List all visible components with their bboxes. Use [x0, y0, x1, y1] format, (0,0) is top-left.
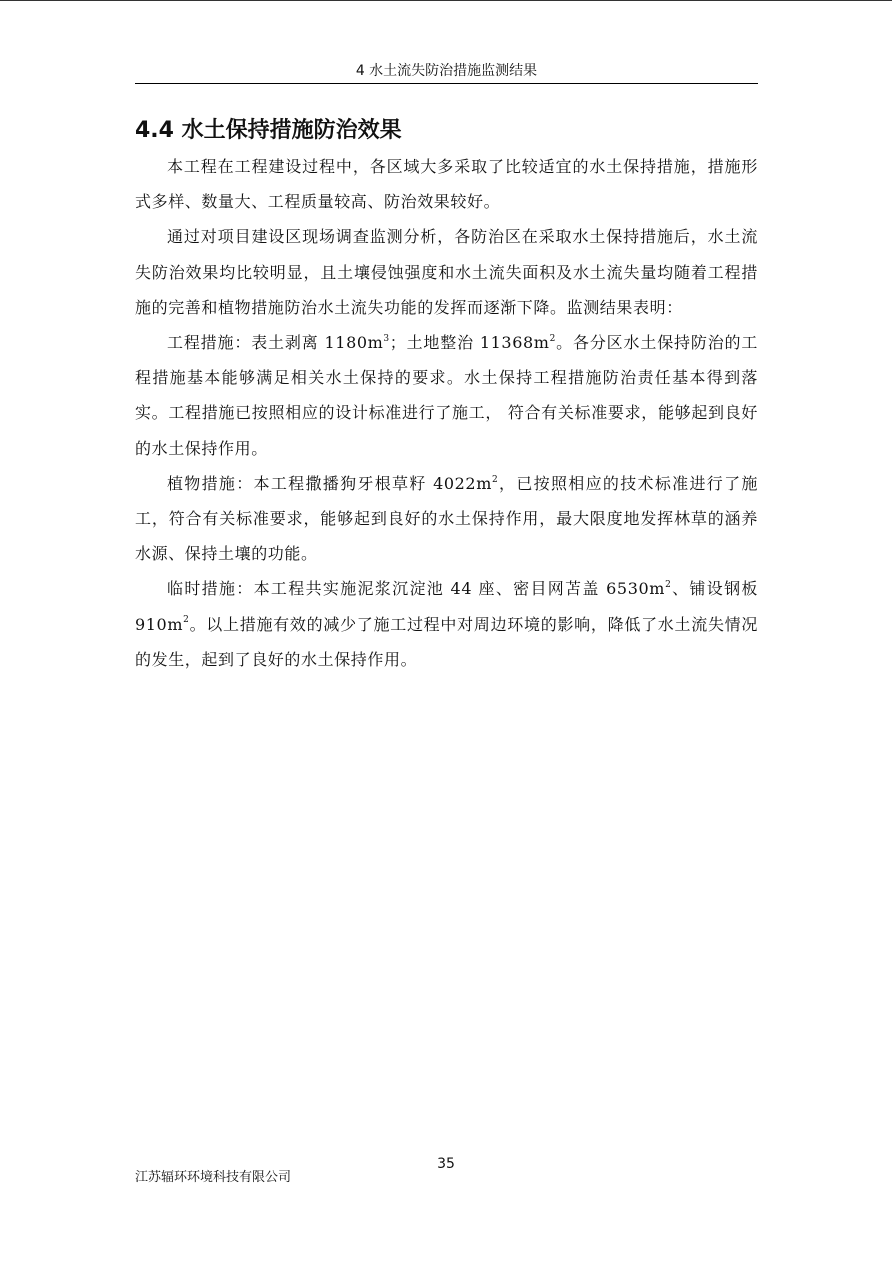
paragraph-monitoring-analysis: 通过对项目建设区现场调查监测分析，各防治区在采取水土保持措施后，水土流失防治效果均比较明显，且土壤侵蚀强度和水土流失面积及水土流失量均随着工程措施的完善和植物措施防治水土流失功能的发挥而逐渐下降。监测结果表明： [135, 227, 758, 317]
superscript-square: 2 [665, 580, 672, 591]
page-number: 35 [437, 1156, 455, 1172]
engineering-text-b: ；土地整治 11368m [389, 333, 550, 353]
temporary-text-b: 、铺设钢板 910m [135, 579, 758, 634]
section-title: 4.4 水土保持措施防治效果 [135, 118, 402, 143]
body-text [135, 149, 758, 677]
superscript-square: 2 [183, 615, 190, 626]
paragraph-vegetation-measures [135, 466, 758, 572]
superscript-square: 2 [491, 474, 499, 485]
engineering-text-a: 工程措施：表土剥离 1180m [167, 333, 384, 353]
superscript-square: 2 [549, 333, 556, 344]
running-header: 4 水土流失防治措施监测结果 [355, 63, 538, 79]
header-rule [135, 83, 758, 84]
temporary-text-c: 。以上措施有效的减少了施工过程中对周边环境的影响，降低了水土流失情况的发生，起到了良好的水土保持作用。 [135, 614, 758, 669]
vegetation-text-a: 植物措施：本工程撒播狗牙根草籽 4022m [167, 473, 492, 493]
footer-company-name: 江苏辐环环境科技有限公司 [135, 1170, 292, 1185]
temporary-text-a: 临时措施：本工程共实施泥浆沉淀池 44 座、密目网苫盖 6530m [167, 579, 666, 599]
page-top-border [0, 0, 892, 1]
superscript-cubic: 3 [383, 333, 390, 344]
vegetation-text-b: ，已按照相应的技术标准进行了施工，符合有关标准要求，能够起到良好的水土保持作用，最大限度地发挥林草的涵养水源、保持土壤的功能。 [135, 473, 758, 564]
paragraph-engineering-measures [135, 325, 758, 466]
paragraph-overview: 本工程在工程建设过程中，各区域大多采取了比较适宜的水土保持措施，措施形式多样、数量大、工程质量较高、防治效果较好。 [135, 157, 758, 212]
engineering-text-c: 。各分区水土保持防治的工程措施基本能够满足相关水土保持的要求。水土保持工程措施防治责任基本得到落实。工程措施已按照相应的设计标准进行了施工， 符合有关标准要求，能够起到良好的水土保持作用。 [135, 333, 759, 458]
paragraph-temporary-measures [135, 571, 758, 677]
